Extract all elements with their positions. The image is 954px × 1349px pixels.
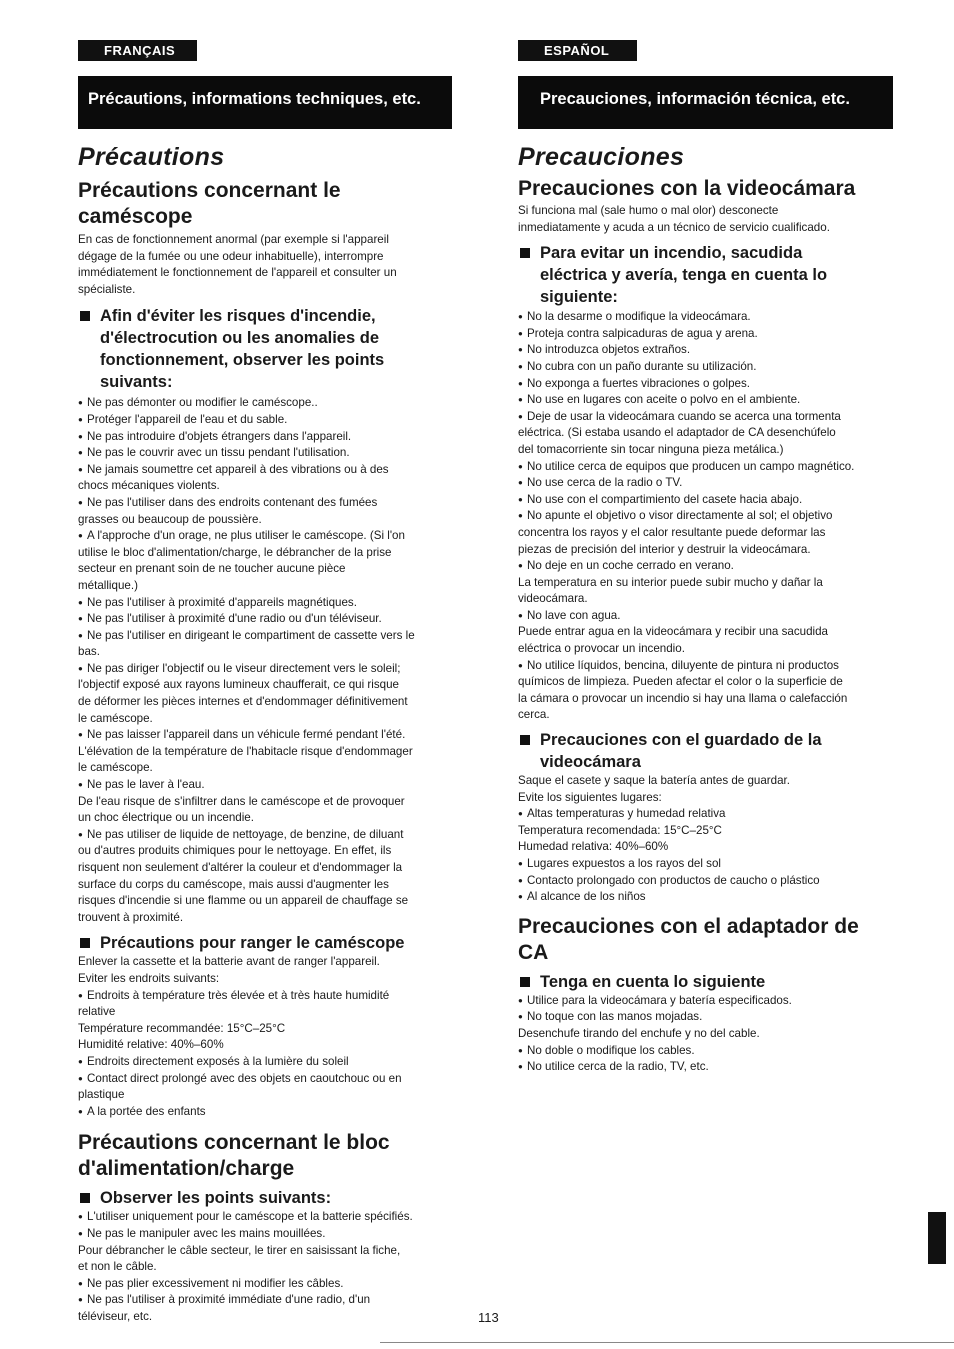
list-item	[518, 873, 894, 890]
bullet-icon: ●	[78, 1212, 83, 1222]
list-item	[518, 392, 894, 409]
list-item	[518, 459, 894, 476]
subtitle-line: Afin d'éviter les risques d'incendie,	[100, 307, 376, 326]
paragraph-line: dégage de la fumée ou une odeur inhabituelle), interrompre	[78, 249, 384, 263]
bullet-icon: ●	[78, 398, 83, 408]
bullet-icon: ●	[78, 431, 83, 441]
list-item-text: ● Al alcance de los niños	[527, 889, 894, 906]
subtitle-line: Para evitar un incendio, sacudida	[540, 244, 803, 263]
square-bullet-icon	[520, 248, 530, 258]
list-item-continuation: chocs mécaniques violents.	[78, 479, 220, 493]
bullet-icon: ●	[78, 1073, 83, 1083]
list-item-continuation: et non le câble.	[78, 1260, 157, 1274]
list-item-continuation: un choc électrique ou un incendie.	[78, 811, 254, 825]
list-item-text: ● Ne pas le couvrir avec un tissu pendant l'utilisation.	[87, 445, 456, 462]
list-item-text: ● No doble o modifique los cables.	[527, 1043, 894, 1060]
list-item	[78, 777, 456, 827]
list-item	[518, 342, 894, 359]
bullet-icon: ●	[518, 610, 523, 620]
list-item-text: ● No cubra con un paño durante su utilización.	[527, 359, 894, 376]
subsection-title-guardado	[518, 729, 894, 773]
list-item-text: ● No toque con las manos mojadas.	[527, 1009, 894, 1026]
list-item	[78, 445, 456, 462]
list-item-text: ● Deje de usar la videocámara cuando se acerca una tormenta	[527, 409, 894, 426]
list-item-text: ● Endroits directement exposés à la lumière du soleil	[87, 1054, 456, 1071]
subtitle-line: eléctrica y avería, tenga en cuenta lo	[540, 266, 828, 285]
list-item	[78, 1104, 456, 1121]
list-item-text: ● Ne pas introduire d'objets étrangers dans l'appareil.	[87, 429, 456, 446]
bullet-icon: ●	[78, 1278, 83, 1288]
list-item-text: ● Ne pas le manipuler avec les mains mouillées.	[87, 1226, 456, 1243]
bullet-icon: ●	[78, 448, 83, 458]
footer-rule	[380, 1342, 954, 1343]
list-item-text: ● Ne pas l'utiliser en dirigeant le compartiment de cassette vers le	[87, 628, 456, 645]
subtitle-line: videocámara	[540, 753, 641, 772]
paragraph-line: spécialiste.	[78, 282, 136, 296]
list-item-continuation: le caméscope.	[78, 711, 153, 725]
list-item	[78, 1292, 456, 1325]
list-adapter-fr	[78, 1209, 456, 1325]
bullet-icon: ●	[518, 892, 523, 902]
subtitle-line: siguiente:	[540, 288, 618, 307]
section-title-adaptador: Precauciones con el adaptador de CA	[518, 914, 859, 964]
list-item-text: ● Protéger l'appareil de l'eau et du sable.	[87, 412, 456, 429]
bullet-icon: ●	[518, 395, 523, 405]
list-item-text: ● Ne pas le laver à l'eau.	[87, 777, 456, 794]
list-item	[78, 1276, 456, 1293]
list-item-continuation: risques d'incendie si une flamme ou un appareil de chauffage se	[78, 894, 409, 908]
page-number: 113	[478, 1310, 499, 1325]
french-column	[78, 140, 456, 1325]
list-item-continuation: utilise le bloc d'alimentation/charge, le débrancher de la prise	[78, 545, 392, 559]
section-banner-french: Précautions, informations techniques, etc.	[78, 76, 452, 129]
subsection-title-ranger: Précautions pour ranger le caméscope	[78, 932, 456, 954]
list-item-continuation: bas.	[78, 645, 100, 659]
list-item	[78, 412, 456, 429]
list-item	[518, 475, 894, 492]
bullet-icon: ●	[518, 1062, 523, 1072]
bullet-icon: ●	[518, 345, 523, 355]
bullet-icon: ●	[78, 730, 83, 740]
bullet-icon: ●	[78, 1295, 83, 1305]
list-item	[518, 806, 894, 856]
list-item-continuation: le caméscope.	[78, 761, 153, 775]
list-item-continuation: cerca.	[518, 708, 550, 722]
section-banner-spanish: Precauciones, información técnica, etc.	[518, 76, 893, 129]
bullet-icon: ●	[518, 561, 523, 571]
list-item	[78, 727, 456, 777]
subtitle-line: Precauciones con el guardado de la	[540, 731, 822, 750]
list-item	[78, 429, 456, 446]
list-item-continuation: La temperatura en su interior puede subir mucho y dañar la	[518, 575, 823, 589]
bullet-icon: ●	[78, 780, 83, 790]
bullet-icon: ●	[78, 1228, 83, 1238]
list-item	[78, 595, 456, 612]
spanish-column	[518, 140, 894, 1076]
list-item-text: ● No use en lugares con aceite o polvo en el ambiente.	[527, 392, 894, 409]
list-item-text: ● No deje en un coche cerrado en verano.	[527, 558, 894, 575]
bullet-icon: ●	[518, 809, 523, 819]
bullet-icon: ●	[518, 511, 523, 521]
subsection-title-incendio	[518, 242, 894, 308]
list-item-continuation: eléctrica. (Si estaba usando el adaptador de CA desenchúfelo	[518, 426, 836, 440]
list-item-text: ● No utilice líquidos, bencina, diluyente de pintura ni productos	[527, 658, 894, 675]
list-item-text: ● No la desarme o modifique la videocámara.	[527, 309, 894, 326]
list-item-text: ● Ne pas utiliser de liquide de nettoyage, de benzine, de diluant	[87, 827, 456, 844]
paragraph-line: Si funciona mal (sale humo o mal olor) desconecte	[518, 204, 779, 217]
square-bullet-icon	[80, 311, 90, 321]
list-item-text: ● Ne pas plier excessivement ni modifier les câbles.	[87, 1276, 456, 1293]
list-item-text: ● No introduzca objetos extraños.	[527, 342, 894, 359]
intro-paragraph-es	[518, 203, 894, 236]
list-item-continuation: l'objectif exposé aux rayons lumineux chaufferait, ce qui risque	[78, 678, 400, 692]
list-item-text: ● Ne pas l'utiliser à proximité d'appareils magnétiques.	[87, 595, 456, 612]
bullet-icon: ●	[518, 494, 523, 504]
bullet-icon: ●	[78, 630, 83, 640]
list-item-continuation: Humedad relativa: 40%–60%	[518, 840, 669, 854]
list-item-text: ● L'utiliser uniquement pour le caméscope et la batterie spécifiés.	[87, 1209, 456, 1226]
list-item-text: ● Ne pas l'utiliser à proximité immédiate d'une radio, d'un	[87, 1292, 456, 1309]
bullet-icon: ●	[78, 1056, 83, 1066]
list-item	[518, 856, 894, 873]
list-item-continuation: químicos de limpieza. Pueden afectar el color o la superficie de	[518, 675, 843, 689]
page-title-spanish: Precauciones	[518, 143, 685, 171]
subsection-title-risques	[78, 305, 456, 393]
subsection-title-observer: Observer les points suivants:	[78, 1187, 456, 1209]
list-item	[78, 1226, 456, 1276]
list-item-continuation: métallique.)	[78, 578, 138, 592]
list-item-text: ● Ne pas laisser l'appareil dans un véhicule fermé pendant l'été.	[87, 727, 456, 744]
bullet-icon: ●	[518, 312, 523, 322]
list-item-text: ● No utilice cerca de la radio, TV, etc.	[527, 1059, 894, 1076]
list-item-continuation: la cámara o provocar un incendio si hay una llama o calefacción	[518, 691, 848, 705]
list-item	[78, 528, 456, 594]
list-item	[518, 492, 894, 509]
list-item	[78, 1209, 456, 1226]
list-item-continuation: Desenchufe tirando del enchufe y no del cable.	[518, 1026, 760, 1040]
list-item	[518, 1059, 894, 1076]
list-item	[78, 628, 456, 661]
list-item	[78, 495, 456, 528]
storage-intro-es	[518, 773, 894, 806]
list-item	[518, 1043, 894, 1060]
list-item-continuation: Puede entrar agua en la videocámara y recibir una sacudida	[518, 625, 829, 639]
list-item-continuation: Temperatura recomendada: 15°C–25°C	[518, 823, 722, 837]
list-item-continuation: secteur en prenant soin de ne toucher aucune pièce	[78, 562, 346, 576]
list-item-text: ● No apunte el objetivo o visor directamente al sol; el objetivo	[527, 508, 894, 525]
paragraph-line: Evite los siguientes lugares:	[518, 790, 662, 804]
list-item-continuation: L'élévation de la température de l'habitacle risque d'endommager	[78, 744, 413, 758]
list-item-text: ● Ne pas diriger l'objectif ou le viseur directement vers le soleil;	[87, 661, 456, 678]
list-item	[78, 1071, 456, 1104]
list-item-text: ● Contacto prolongado con productos de caucho o plástico	[527, 873, 894, 890]
paragraph-line: inmediatamente y acuda a un técnico de servicio cualificado.	[518, 220, 830, 234]
list-item-continuation: trouvent à proximité.	[78, 910, 184, 924]
section-title-camescope: Précautions concernant le caméscope	[78, 179, 341, 228]
bullet-icon: ●	[518, 411, 523, 421]
list-item-continuation: De l'eau risque de s'infiltrer dans le caméscope et de provoquer	[78, 794, 405, 808]
list-item-continuation: surface du corps du caméscope, mais aussi d'augmenter les	[78, 877, 389, 891]
list-item	[78, 395, 456, 412]
bullet-icon: ●	[78, 663, 83, 673]
square-bullet-icon	[80, 938, 90, 948]
list-item	[78, 661, 456, 727]
bullet-icon: ●	[78, 464, 83, 474]
bullet-icon: ●	[78, 414, 83, 424]
bullet-icon: ●	[518, 1045, 523, 1055]
list-item	[518, 608, 894, 658]
list-item	[518, 309, 894, 326]
list-item-continuation: concentra los rayos y el calor resultante puede deformar las	[518, 525, 826, 539]
bullet-icon: ●	[78, 497, 83, 507]
bullet-icon: ●	[518, 361, 523, 371]
list-item	[518, 359, 894, 376]
list-item-continuation: de déformer les pièces internes et d'endommager définitivement	[78, 695, 408, 709]
bullet-icon: ●	[518, 995, 523, 1005]
bullet-icon: ●	[518, 461, 523, 471]
list-item-continuation: relative	[78, 1005, 116, 1019]
paragraph-line: En cas de fonctionnement anormal (par exemple si l'appareil	[78, 233, 389, 246]
bullet-icon: ●	[518, 328, 523, 338]
list-item-continuation: ou d'autres produits chimiques pour le nettoyage. En effet, ils	[78, 844, 392, 858]
list-item-continuation: téléviseur, etc.	[78, 1309, 153, 1323]
page-title-french: Précautions	[78, 143, 225, 171]
paragraph-line: immédiatement le fonctionnement de l'appareil et consulter un	[78, 266, 397, 280]
list-item	[518, 508, 894, 558]
list-item-text: ● No exponga a fuertes vibraciones o golpes.	[527, 376, 894, 393]
bullet-icon: ●	[518, 378, 523, 388]
bullet-icon: ●	[78, 531, 83, 541]
list-item-continuation: grasses ou beaucoup de poussière.	[78, 512, 262, 526]
list-item-text: ● No lave con agua.	[527, 608, 894, 625]
list-item	[518, 658, 894, 724]
bullet-icon: ●	[518, 875, 523, 885]
list-item	[518, 409, 894, 459]
list-item-continuation: videocámara.	[518, 592, 588, 606]
list-item-text: ● A l'approche d'un orage, ne plus utiliser le caméscope. (Si l'on	[87, 528, 456, 545]
list-adapter-es	[518, 993, 894, 1076]
square-bullet-icon	[80, 1193, 90, 1203]
bullet-icon: ●	[518, 859, 523, 868]
list-safety-es	[518, 309, 894, 724]
square-bullet-icon	[520, 977, 530, 987]
bullet-icon: ●	[518, 1012, 523, 1022]
square-bullet-icon	[520, 735, 530, 745]
page-edge-tab	[928, 1212, 946, 1264]
list-item-text: ● Ne jamais soumettre cet appareil à des vibrations ou à des	[87, 462, 456, 479]
section-title-bloc: Précautions concernant le bloc d'alimentation/charge	[78, 1131, 390, 1181]
subtitle-line: d'électrocution ou les anomalies de	[100, 329, 379, 348]
list-safety-fr	[78, 395, 456, 926]
list-item-continuation: risquent non seulement d'altérer la couleur et d'endommager la	[78, 861, 403, 874]
list-item-continuation: piezas de precisión del interior y destruir la videocámara.	[518, 542, 811, 556]
list-item	[78, 827, 456, 927]
list-item	[518, 993, 894, 1010]
list-item	[78, 611, 456, 628]
section-title-videocamara: Precauciones con la videocámara	[518, 177, 856, 200]
intro-paragraph-fr	[78, 232, 456, 298]
list-item-text: ● Endroits à température très élevée et à très haute humidité	[87, 988, 456, 1005]
list-storage-fr	[78, 988, 456, 1121]
bullet-icon: ●	[518, 660, 523, 670]
list-item-text: ● Lugares expuestos a los rayos del sol	[527, 856, 894, 873]
list-item	[518, 1009, 894, 1042]
list-item-text: ● Utilice para la videocámara y batería especificados.	[527, 993, 894, 1010]
bullet-icon: ●	[78, 597, 83, 607]
list-item-text: ● No utilice cerca de equipos que producen un campo magnético.	[527, 459, 894, 476]
list-storage-es	[518, 806, 894, 906]
paragraph-line: Enlever la cassette et la batterie avant de ranger l'appareil.	[78, 955, 380, 969]
list-item-continuation: plastique	[78, 1088, 125, 1102]
list-item-text: ● A la portée des enfants	[87, 1104, 456, 1121]
list-item	[518, 326, 894, 343]
list-item	[78, 462, 456, 495]
list-item	[518, 376, 894, 393]
paragraph-line: Saque el casete y saque la batería antes de guardar.	[518, 774, 790, 788]
list-item-text: ● Ne pas l'utiliser dans des endroits contenant des fumées	[87, 495, 456, 512]
list-item	[78, 988, 456, 1054]
paragraph-line: Eviter les endroits suivants:	[78, 971, 220, 985]
subsection-title-tenga: Tenga en cuenta lo siguiente	[518, 971, 894, 993]
list-item-continuation: del tomacorriente sin tocar ninguna pieza metálica.)	[518, 442, 784, 456]
subtitle-line: suivants:	[100, 373, 173, 392]
list-item	[78, 1054, 456, 1071]
language-tag-french: FRANÇAIS	[78, 40, 197, 61]
list-item-text: ● Contact direct prolongé avec des objets en caoutchouc ou en	[87, 1071, 456, 1088]
bullet-icon: ●	[78, 614, 83, 624]
list-item	[518, 558, 894, 608]
list-item-continuation: Humidité relative: 40%–60%	[78, 1038, 224, 1052]
bullet-icon: ●	[78, 990, 83, 1000]
bullet-icon: ●	[518, 478, 523, 488]
list-item-continuation: Pour débrancher le câble secteur, le tirer en saisissant la fiche,	[78, 1243, 401, 1257]
language-tag-spanish: ESPAÑOL	[518, 40, 637, 61]
subtitle-line: fonctionnement, observer les points	[100, 351, 385, 370]
list-item-text: ● Ne pas l'utiliser à proximité d'une radio ou d'un téléviseur.	[87, 611, 456, 628]
bullet-icon: ●	[78, 829, 83, 839]
list-item-text: ● Altas temperaturas y humedad relativa	[527, 806, 894, 823]
list-item-text: ● No use cerca de la radio o TV.	[527, 475, 894, 492]
list-item-text: ● Proteja contra salpicaduras de agua y arena.	[527, 326, 894, 343]
list-item-text: ● Ne pas démonter ou modifier le caméscope..	[87, 395, 456, 412]
list-item-continuation: Température recommandée: 15°C–25°C	[78, 1021, 286, 1035]
list-item	[518, 889, 894, 906]
list-item-text: ● No use con el compartimiento del casete hacia abajo.	[527, 492, 894, 509]
list-item-continuation: eléctrica o provocar un incendio.	[518, 642, 685, 656]
storage-intro-fr	[78, 954, 456, 987]
bullet-icon: ●	[78, 1106, 83, 1116]
